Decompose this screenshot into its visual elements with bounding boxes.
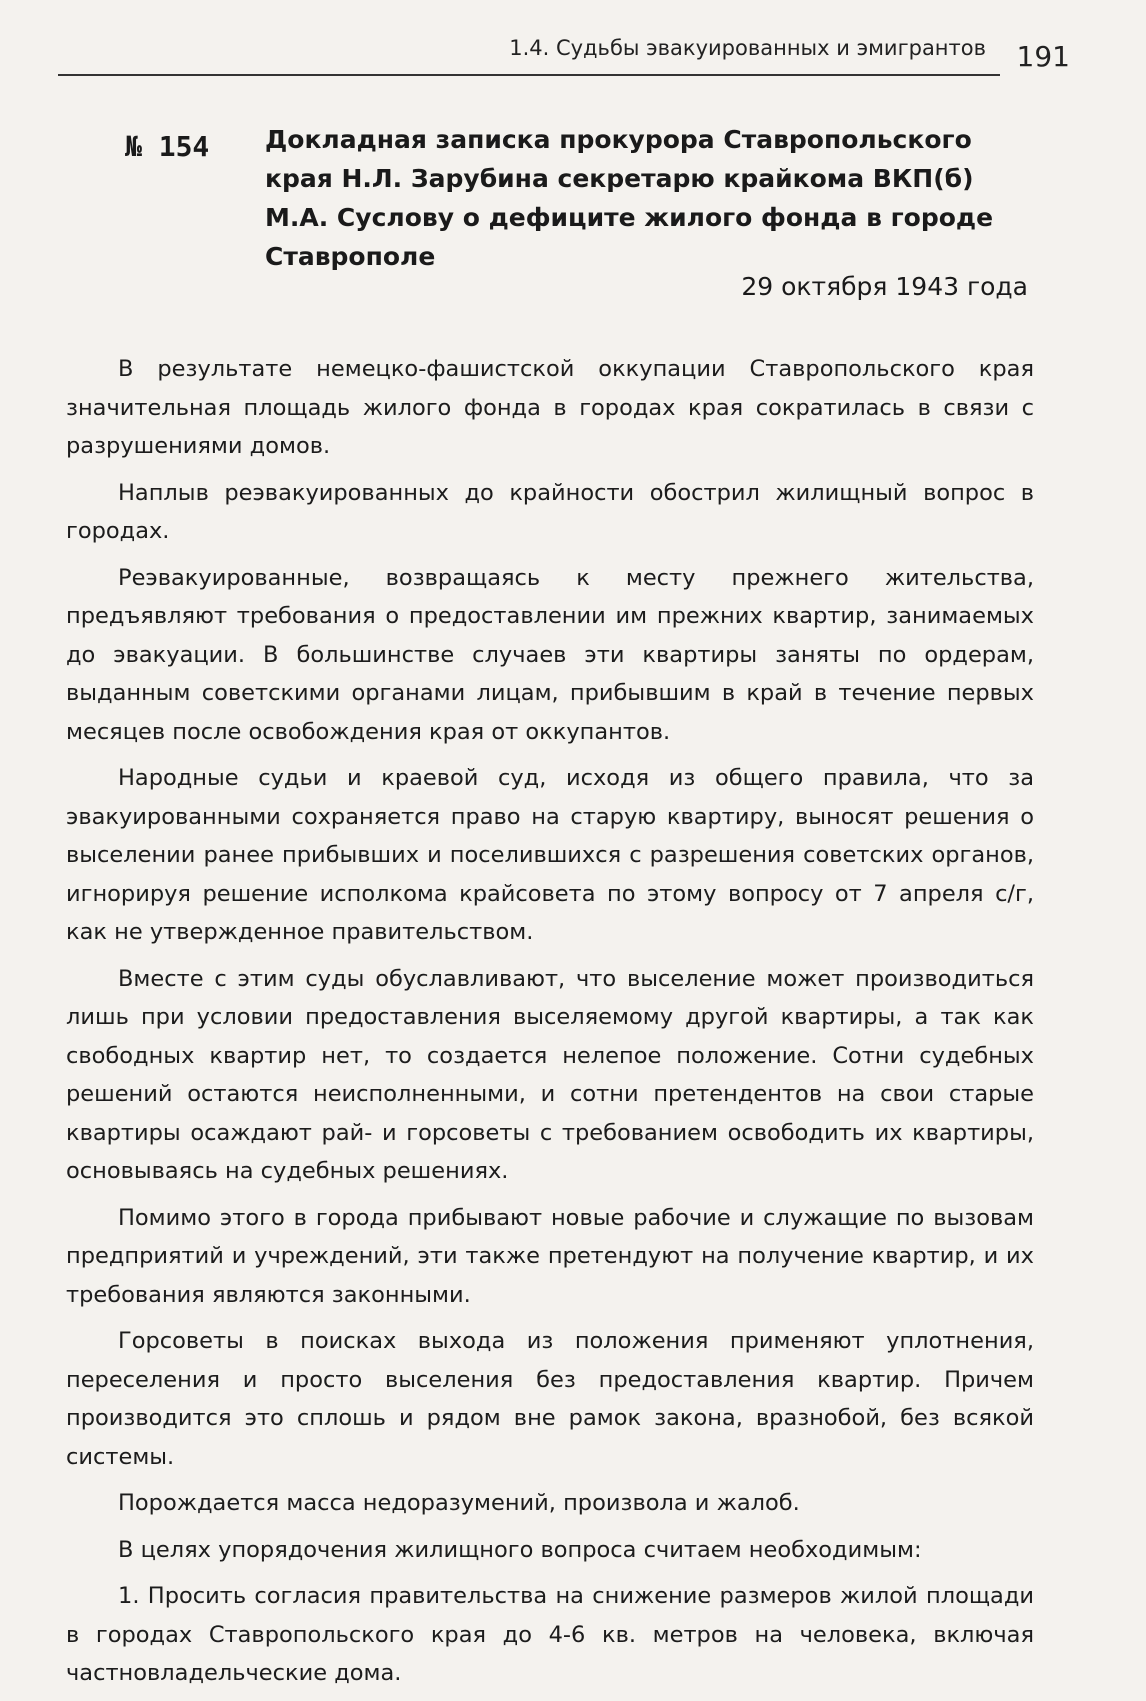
running-title: 1.4. Судьбы эвакуированных и эмигрантов <box>509 36 986 60</box>
document-date: 29 октября 1943 года <box>741 272 1028 301</box>
document-number: № 154 <box>125 130 210 163</box>
paragraph: Порождается масса недоразумений, произвола и жалоб. <box>118 1490 800 1516</box>
paragraph: Помимо этого в города прибывают новые рабочие и служащие по вызовам предприятий и учреждений, эти также претендуют на получение квартир, и их требования являются законными. <box>66 1204 1034 1308</box>
paragraph: Реэвакуированные, возвращаясь к месту прежнего жительства, предъявляют требования о предоставлении им прежних квартир, занимаемых до эвакуации. В большинстве случаев эти квартиры заняты по ордерам, выданным советскими органами лицам, прибывшим в край в течение первых месяцев после освобождения края от оккупантов. <box>66 564 1034 745</box>
running-header <box>58 30 1078 86</box>
document-title: Докладная записка прокурора Ставропольского края Н.Л. Зарубина секретарю крайкома ВКП(б) М.А. Суслову о дефиците жилого фонда в городе Ставрополе <box>265 125 994 271</box>
document-body <box>66 350 1034 1701</box>
paragraph: 1. Просить согласия правительства на снижение размеров жилой площади в городах Ставропольского края до 4-6 кв. метров на человека, включая частновладельческие дома. <box>66 1583 1034 1686</box>
paragraph: Народные судьи и краевой суд, исходя из общего правила, что за эвакуированными сохраняется право на старую квартиру, выносят решения о выселении ранее прибывших и поселившихся с разрешения советских органов, игнорируя решение исполкома крайсовета по этому вопросу от 7 апреля с/г, как не утвержденное правительством. <box>66 765 1034 945</box>
page-number: 191 <box>1016 40 1070 73</box>
paragraph: В результате немецко-фашистской оккупации Ставропольского края значительная площадь жилого фонда в городах края сократилась в связи с разрушениями домов. <box>66 356 1034 459</box>
paragraph: Вместе с этим суды обуславливают, что выселение может производиться лишь при условии предоставления выселяемому другой квартиры, а так как свободных квартир нет, то создается нелепое положение. Сотни судебных решений остаются неисполненными, и сотни претендентов на свои старые квартиры осаждают рай- и горсоветы с требованием освободить их квартиры, основываясь на судебных решениях. <box>66 965 1034 1184</box>
paragraph: Горсоветы в поисках выхода из положения применяют уплотнения, переселения и просто выселения без предоставления квартир. Причем производится это сплошь и рядом вне рамок закона, вразнобой, без всякой системы. <box>66 1328 1034 1470</box>
paragraph: В целях упорядочения жилищного вопроса считаем необходимым: <box>118 1536 922 1563</box>
paragraph: Наплыв реэвакуированных до крайности обострил жилищный вопрос в городах. <box>66 479 1034 544</box>
header-rule <box>58 74 1000 76</box>
